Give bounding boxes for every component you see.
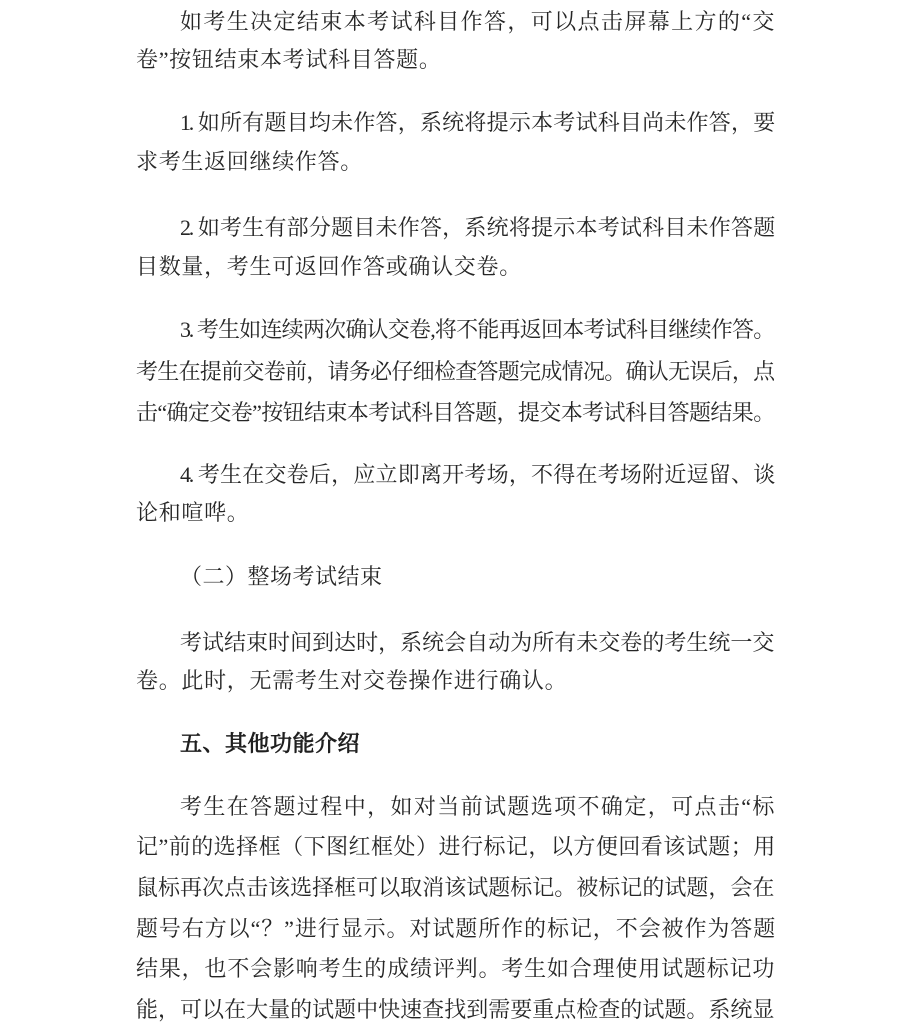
text-line: 结果，也不会影响考生的成绩评判。考生如合理使用试题标记功 xyxy=(136,956,773,981)
text-line: 目数量，考生可返回作答或确认交卷。 xyxy=(136,254,522,279)
text-line: 1. 如所有题目均未作答，系统将提示本考试科目尚未作答，要 xyxy=(180,110,773,135)
section-heading-primary: 五、其他功能介绍 xyxy=(180,731,361,756)
text-line: 求考生返回继续作答。 xyxy=(136,149,364,174)
text-line: 鼠标再次点击该选择框可以取消该试题标记。被标记的试题，会在 xyxy=(136,875,773,900)
text-line: 记”前的选择框（下图红框处）进行标记，以方便回看该试题；用 xyxy=(136,834,773,859)
text-line: 2. 如考生有部分题目未作答，系统将提示本考试科目未作答题 xyxy=(180,215,773,240)
text-line: 击“确定交卷”按钮结束本考试科目答题，提交本考试科目答题结果。 xyxy=(136,400,773,425)
text-line: 3. 考生如连续两次确认交卷,将不能再返回本考试科目继续作答。 xyxy=(180,317,773,342)
text-line: 考试结束时间到达时，系统会自动为所有未交卷的考生统一交 xyxy=(180,630,773,655)
text-line: 论和喧哗。 xyxy=(136,500,250,525)
text-line: 4. 考生在交卷后，应立即离开考场，不得在考场附近逗留、谈 xyxy=(180,462,773,487)
text-line: 如考生决定结束本考试科目作答，可以点击屏幕上方的“交 xyxy=(180,9,773,34)
text-line: 卷”按钮结束本考试科目答题。 xyxy=(136,47,442,72)
text-line: 考生在答题过程中，如对当前试题选项不确定，可点击“标 xyxy=(180,794,773,819)
text-line: 能，可以在大量的试题中快速查找到需要重点检查的试题。系统显 xyxy=(136,997,773,1022)
text-line: 考生在提前交卷前，请务必仔细检查答题完成情况。确认无误后，点 xyxy=(136,359,773,384)
text-line: 卷。此时，无需考生对交卷操作进行确认。 xyxy=(136,668,568,693)
text-line: 题号右方以“？”进行显示。对试题所作的标记，不会被作为答题 xyxy=(136,916,773,941)
section-heading-secondary: （二）整场考试结束 xyxy=(180,564,383,589)
